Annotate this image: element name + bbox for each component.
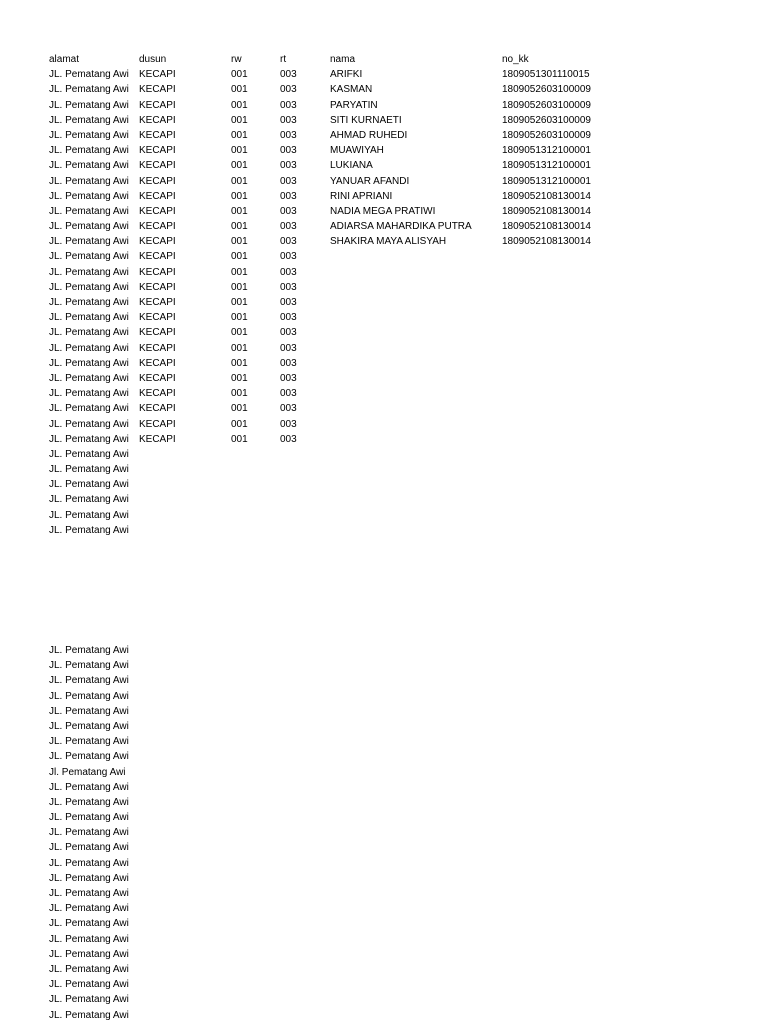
table-row bbox=[0, 356, 768, 371]
cell-alamat: JL. Pematang Awi bbox=[49, 69, 129, 81]
cell-rw: 001 bbox=[231, 388, 248, 400]
cell-alamat: JL. Pematang Awi bbox=[49, 888, 129, 899]
cell-alamat: JL. Pematang Awi bbox=[49, 84, 129, 96]
table-row bbox=[0, 856, 768, 871]
table-row bbox=[0, 689, 768, 704]
cell-dusun: KECAPI bbox=[139, 69, 176, 81]
cell-dusun: KECAPI bbox=[139, 236, 176, 248]
cell-nama: ARIFKI bbox=[330, 69, 363, 81]
table-row bbox=[0, 492, 768, 507]
cell-alamat: JL. Pematang Awi bbox=[49, 524, 129, 536]
table-row bbox=[0, 523, 768, 538]
cell-alamat: JL. Pematang Awi bbox=[49, 736, 129, 748]
cell-dusun: KECAPI bbox=[139, 114, 176, 126]
cell-alamat: JL. Pematang Awi bbox=[49, 281, 129, 293]
table-row bbox=[0, 82, 768, 97]
cell-no-kk: 1809052603100009 bbox=[502, 114, 591, 126]
cell-rw: 001 bbox=[231, 312, 248, 324]
table-row bbox=[0, 401, 768, 416]
cell-alamat: JL. Pematang Awi bbox=[49, 418, 129, 430]
header-dusun: dusun bbox=[139, 54, 167, 65]
cell-alamat: JL. Pematang Awi bbox=[49, 751, 129, 763]
table-row bbox=[0, 325, 768, 340]
cell-nama: RINI APRIANI bbox=[330, 190, 393, 202]
table-row bbox=[0, 447, 768, 462]
cell-no-kk: 1809052108130014 bbox=[502, 190, 591, 202]
cell-dusun: KECAPI bbox=[139, 99, 176, 111]
cell-dusun: KECAPI bbox=[139, 251, 176, 263]
cell-alamat: JL. Pematang Awi bbox=[49, 509, 129, 521]
table-row bbox=[0, 234, 768, 249]
table-row bbox=[0, 265, 768, 280]
cell-rw: 001 bbox=[231, 221, 248, 233]
table-row bbox=[0, 280, 768, 295]
table-row bbox=[0, 98, 768, 113]
cell-rw: 001 bbox=[231, 99, 248, 111]
cell-dusun: KECAPI bbox=[139, 372, 176, 384]
header-nama: nama bbox=[330, 54, 356, 65]
cell-rw: 001 bbox=[231, 145, 248, 157]
cell-alamat: JL. Pematang Awi bbox=[49, 403, 129, 415]
cell-rw: 001 bbox=[231, 84, 248, 96]
table-row bbox=[0, 886, 768, 901]
cell-rt: 003 bbox=[280, 266, 297, 278]
table-row bbox=[0, 673, 768, 688]
cell-dusun: KECAPI bbox=[139, 190, 176, 202]
cell-dusun: KECAPI bbox=[139, 175, 176, 187]
table-row bbox=[0, 825, 768, 840]
table-row bbox=[0, 249, 768, 264]
blank-gap bbox=[0, 538, 768, 643]
cell-rt: 003 bbox=[280, 190, 297, 202]
cell-alamat: JL. Pematang Awi bbox=[49, 781, 129, 793]
table-row bbox=[0, 916, 768, 931]
cell-alamat: JL. Pematang Awi bbox=[49, 827, 129, 839]
cell-alamat: JL. Pematang Awi bbox=[49, 372, 129, 384]
cell-dusun: KECAPI bbox=[139, 145, 176, 157]
table-row bbox=[0, 780, 768, 795]
cell-no-kk: 1809051312100001 bbox=[502, 160, 591, 172]
cell-alamat: JL. Pematang Awi bbox=[49, 660, 129, 672]
cell-rt: 003 bbox=[280, 418, 297, 430]
cell-alamat: JL. Pematang Awi bbox=[49, 963, 129, 975]
cell-rt: 003 bbox=[280, 221, 297, 233]
cell-alamat: JL. Pematang Awi bbox=[49, 690, 129, 702]
cell-rt: 003 bbox=[280, 281, 297, 293]
cell-dusun: KECAPI bbox=[139, 403, 176, 415]
cell-rw: 001 bbox=[231, 297, 248, 308]
table-row bbox=[0, 810, 768, 825]
table-row bbox=[0, 932, 768, 947]
cell-rt: 003 bbox=[280, 69, 297, 81]
cell-dusun: KECAPI bbox=[139, 160, 176, 172]
cell-alamat: JL. Pematang Awi bbox=[49, 221, 129, 233]
cell-alamat: JL. Pematang Awi bbox=[49, 994, 129, 1006]
cell-rt: 003 bbox=[280, 297, 297, 308]
spreadsheet-page bbox=[0, 52, 768, 1023]
table-row bbox=[0, 508, 768, 523]
table-row bbox=[0, 795, 768, 810]
header-no-kk: no_kk bbox=[502, 54, 529, 65]
table-row bbox=[0, 840, 768, 855]
cell-alamat: JL. Pematang Awi bbox=[49, 903, 129, 915]
cell-alamat: JL. Pematang Awi bbox=[49, 796, 129, 808]
cell-rt: 003 bbox=[280, 327, 297, 339]
cell-nama: NADIA MEGA PRATIWI bbox=[330, 205, 436, 217]
cell-rw: 001 bbox=[231, 190, 248, 202]
cell-no-kk: 1809052603100009 bbox=[502, 84, 591, 96]
table-row bbox=[0, 947, 768, 962]
cell-rt: 003 bbox=[280, 236, 297, 248]
cell-no-kk: 1809051312100001 bbox=[502, 145, 591, 157]
cell-rt: 003 bbox=[280, 129, 297, 141]
table-row bbox=[0, 477, 768, 492]
table-row bbox=[0, 432, 768, 447]
cell-nama: PARYATIN bbox=[330, 99, 378, 111]
cell-alamat: JL. Pematang Awi bbox=[49, 479, 129, 491]
table-row bbox=[0, 189, 768, 204]
cell-rw: 001 bbox=[231, 403, 248, 415]
cell-dusun: KECAPI bbox=[139, 221, 176, 233]
cell-nama: SHAKIRA MAYA ALISYAH bbox=[330, 236, 447, 248]
cell-alamat: JL. Pematang Awi bbox=[49, 175, 129, 187]
cell-rt: 003 bbox=[280, 388, 297, 400]
cell-no-kk: 1809051301110015 bbox=[502, 69, 590, 81]
cell-nama: LUKIANA bbox=[330, 160, 373, 172]
cell-dusun: KECAPI bbox=[139, 266, 176, 278]
cell-alamat: JL. Pematang Awi bbox=[49, 979, 129, 991]
cell-alamat: JL. Pematang Awi bbox=[49, 357, 129, 369]
cell-rt: 003 bbox=[280, 433, 297, 445]
cell-alamat: JL. Pematang Awi bbox=[49, 918, 129, 930]
cell-dusun: KECAPI bbox=[139, 205, 176, 217]
header-row bbox=[0, 52, 768, 67]
cell-rw: 001 bbox=[231, 69, 248, 81]
cell-rw: 001 bbox=[231, 129, 248, 141]
table-row bbox=[0, 765, 768, 780]
cell-alamat: JL. Pematang Awi bbox=[49, 205, 129, 217]
cell-rw: 001 bbox=[231, 433, 248, 445]
cell-alamat: JL. Pematang Awi bbox=[49, 342, 129, 354]
cell-dusun: KECAPI bbox=[139, 357, 176, 369]
cell-alamat: JL. Pematang Awi bbox=[49, 933, 129, 945]
cell-alamat: JL. Pematang Awi bbox=[49, 645, 129, 656]
cell-nama: SITI KURNAETI bbox=[330, 114, 402, 126]
table-row bbox=[0, 992, 768, 1007]
cell-rt: 003 bbox=[280, 84, 297, 96]
cell-rt: 003 bbox=[280, 342, 297, 354]
cell-alamat: JL. Pematang Awi bbox=[49, 872, 129, 884]
cell-rw: 001 bbox=[231, 236, 248, 248]
table-row bbox=[0, 204, 768, 219]
table-row bbox=[0, 386, 768, 401]
cell-rt: 003 bbox=[280, 312, 297, 324]
cell-dusun: KECAPI bbox=[139, 418, 176, 430]
cell-alamat: JL. Pematang Awi bbox=[49, 190, 129, 202]
cell-no-kk: 1809051312100001 bbox=[502, 175, 591, 187]
cell-alamat: JL. Pematang Awi bbox=[49, 464, 129, 476]
cell-alamat: JL. Pematang Awi bbox=[49, 114, 129, 126]
cell-alamat: JL. Pematang Awi bbox=[49, 266, 129, 278]
cell-nama: AHMAD RUHEDI bbox=[330, 129, 408, 141]
cell-alamat: JL. Pematang Awi bbox=[49, 948, 129, 960]
cell-alamat: JL. Pematang Awi bbox=[49, 448, 129, 460]
cell-alamat: JL. Pematang Awi bbox=[49, 720, 129, 732]
cell-alamat: JL. Pematang Awi bbox=[49, 857, 129, 869]
cell-rw: 001 bbox=[231, 372, 248, 384]
cell-alamat: JL. Pematang Awi bbox=[49, 236, 129, 248]
table-row bbox=[0, 174, 768, 189]
cell-dusun: KECAPI bbox=[139, 342, 176, 354]
cell-rw: 001 bbox=[231, 205, 248, 217]
table-row bbox=[0, 1008, 768, 1023]
cell-no-kk: 1809052603100009 bbox=[502, 99, 591, 111]
cell-nama: MUAWIYAH bbox=[330, 145, 384, 157]
table-row bbox=[0, 67, 768, 82]
cell-dusun: KECAPI bbox=[139, 84, 176, 96]
table-row bbox=[0, 462, 768, 477]
cell-rt: 003 bbox=[280, 251, 297, 263]
cell-alamat: JL. Pematang Awi bbox=[49, 675, 129, 687]
header-rt: rt bbox=[280, 54, 287, 65]
cell-rw: 001 bbox=[231, 175, 248, 187]
table-row bbox=[0, 158, 768, 173]
cell-rw: 001 bbox=[231, 418, 248, 430]
cell-dusun: KECAPI bbox=[139, 281, 176, 293]
data-rows-block-2 bbox=[0, 643, 768, 1023]
cell-dusun: KECAPI bbox=[139, 433, 176, 445]
cell-alamat: JL. Pematang Awi bbox=[49, 1009, 129, 1021]
cell-dusun: KECAPI bbox=[139, 312, 176, 324]
table-row bbox=[0, 417, 768, 432]
cell-alamat: JL. Pematang Awi bbox=[49, 705, 129, 717]
cell-rw: 001 bbox=[231, 281, 248, 293]
cell-no-kk: 1809052108130014 bbox=[502, 236, 591, 248]
cell-rt: 003 bbox=[280, 114, 297, 126]
table-row bbox=[0, 658, 768, 673]
table-row bbox=[0, 113, 768, 128]
cell-rw: 001 bbox=[231, 327, 248, 339]
header-rw: rw bbox=[231, 54, 242, 65]
cell-alamat: JL. Pematang Awi bbox=[49, 433, 129, 445]
cell-dusun: KECAPI bbox=[139, 297, 176, 308]
table-row bbox=[0, 143, 768, 158]
cell-rw: 001 bbox=[231, 342, 248, 354]
cell-no-kk: 1809052603100009 bbox=[502, 129, 591, 141]
cell-nama: KASMAN bbox=[330, 84, 373, 96]
table-row bbox=[0, 749, 768, 764]
cell-rw: 001 bbox=[231, 114, 248, 126]
cell-rw: 001 bbox=[231, 266, 248, 278]
table-row bbox=[0, 962, 768, 977]
cell-dusun: KECAPI bbox=[139, 129, 176, 141]
cell-alamat: JL. Pematang Awi bbox=[49, 842, 129, 854]
cell-rt: 003 bbox=[280, 372, 297, 384]
cell-alamat: JL. Pematang Awi bbox=[49, 145, 129, 157]
table-row bbox=[0, 901, 768, 916]
cell-rw: 001 bbox=[231, 251, 248, 263]
table-row bbox=[0, 219, 768, 234]
table-row bbox=[0, 977, 768, 992]
cell-rt: 003 bbox=[280, 357, 297, 369]
cell-rt: 003 bbox=[280, 160, 297, 172]
cell-alamat: JL. Pematang Awi bbox=[49, 327, 129, 339]
cell-alamat: JL. Pematang Awi bbox=[49, 812, 129, 824]
cell-dusun: KECAPI bbox=[139, 388, 176, 400]
cell-rt: 003 bbox=[280, 99, 297, 111]
cell-no-kk: 1809052108130014 bbox=[502, 205, 591, 217]
cell-alamat: JL. Pematang Awi bbox=[49, 312, 129, 324]
cell-rt: 003 bbox=[280, 205, 297, 217]
data-rows-block-1 bbox=[0, 67, 768, 538]
table-row bbox=[0, 310, 768, 325]
table-row bbox=[0, 734, 768, 749]
cell-rt: 003 bbox=[280, 175, 297, 187]
cell-alamat: JL. Pematang Awi bbox=[49, 251, 129, 263]
cell-alamat: Jl. Pematang Awi bbox=[49, 766, 126, 778]
cell-dusun: KECAPI bbox=[139, 327, 176, 339]
table-row bbox=[0, 341, 768, 356]
table-row bbox=[0, 719, 768, 734]
cell-no-kk: 1809052108130014 bbox=[502, 221, 591, 233]
table-row bbox=[0, 128, 768, 143]
cell-alamat: JL. Pematang Awi bbox=[49, 129, 129, 141]
cell-alamat: JL. Pematang Awi bbox=[49, 388, 129, 400]
table-row bbox=[0, 643, 768, 658]
table-row bbox=[0, 295, 768, 310]
table-row bbox=[0, 371, 768, 386]
cell-alamat: JL. Pematang Awi bbox=[49, 99, 129, 111]
cell-alamat: JL. Pematang Awi bbox=[49, 297, 129, 308]
cell-rt: 003 bbox=[280, 403, 297, 415]
cell-rw: 001 bbox=[231, 357, 248, 369]
cell-nama: YANUAR AFANDI bbox=[330, 175, 410, 187]
table-row bbox=[0, 704, 768, 719]
table-row bbox=[0, 871, 768, 886]
cell-nama: ADIARSA MAHARDIKA PUTRA bbox=[330, 221, 472, 233]
cell-alamat: JL. Pematang Awi bbox=[49, 160, 129, 172]
header-alamat: alamat bbox=[49, 54, 80, 65]
cell-alamat: JL. Pematang Awi bbox=[49, 494, 129, 506]
cell-rt: 003 bbox=[280, 145, 297, 157]
cell-rw: 001 bbox=[231, 160, 248, 172]
